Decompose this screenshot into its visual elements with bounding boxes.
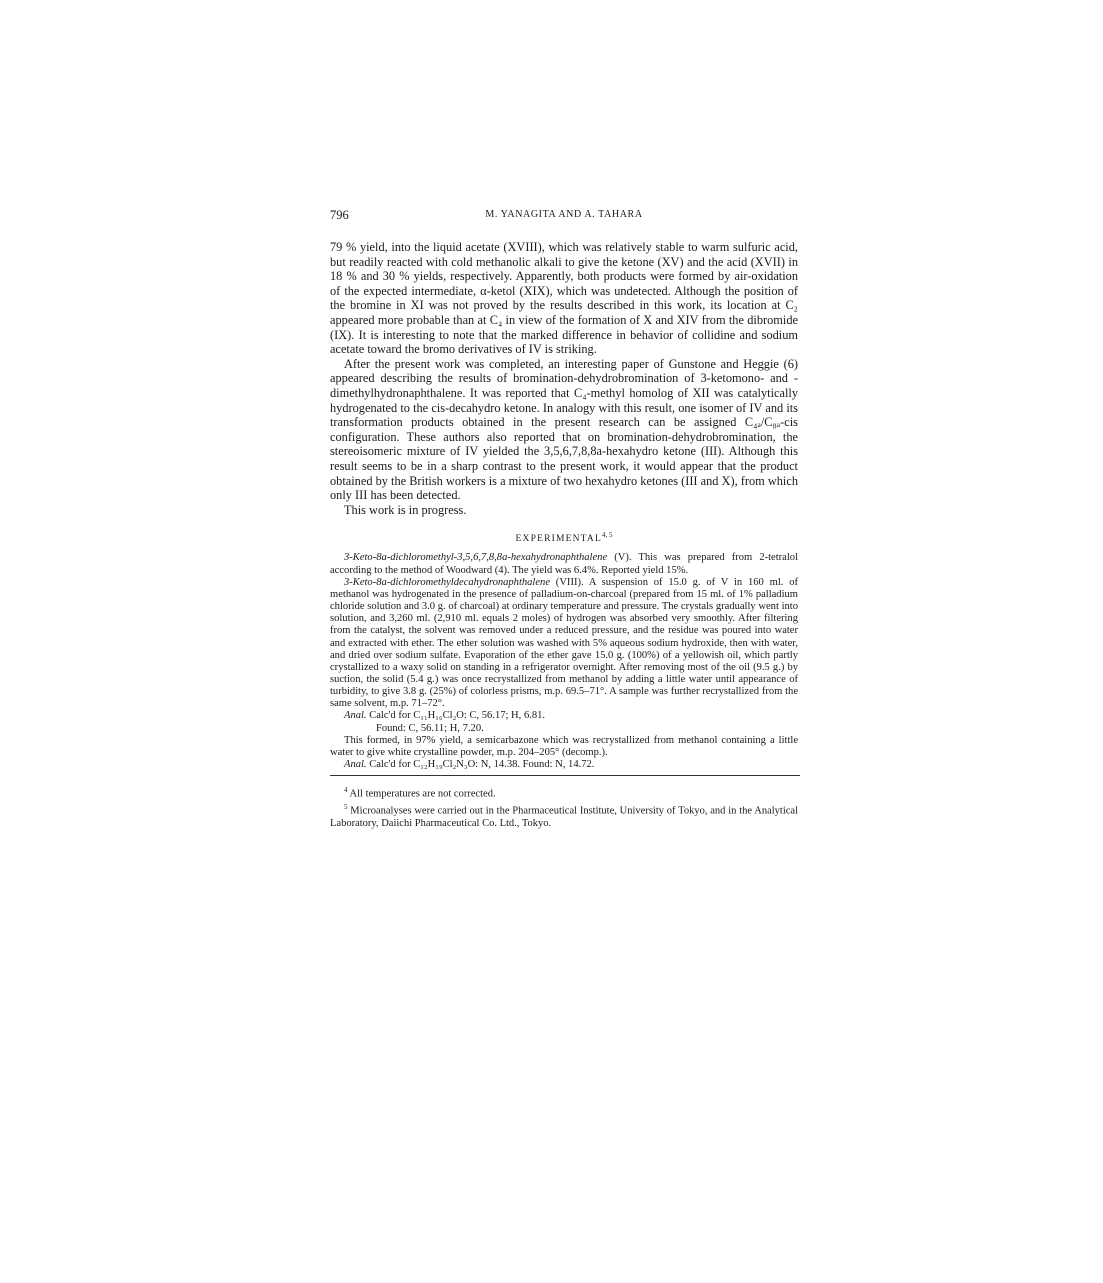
footnote-4-mark: 4 <box>344 786 348 795</box>
footnote-5 <box>330 801 798 830</box>
compound-name-viii: 3-Keto-8a-dichloromethyldecahydronaphthalene <box>344 576 550 588</box>
experimental-entry-2 <box>330 577 798 711</box>
analysis-2 <box>330 759 798 771</box>
footnote-5-mark: 5 <box>344 803 348 812</box>
running-head-authors: M. YANAGITA AND A. TAHARA <box>485 209 643 220</box>
anal-label-2: Anal. <box>344 759 367 771</box>
analysis-1 <box>330 710 798 722</box>
anal-1-text: Calc'd for C₁₁H₁₆Cl₂O: C, 56.17; H, 6.81. <box>366 710 546 722</box>
paragraph-3: This work is in progress. <box>344 502 467 517</box>
experimental-entry-1 <box>330 552 798 576</box>
entry-2-text: (VIII). A suspension of 15.0 g. of V in 160 ml. of methanol was hydrogenated in the presence of palladium-on-charcoal (prepared from 15 ml. of 1% palladium chloride solution and 3.0 g. of charcoal) at ordinary temperature and pressure. The crystals gradually went into solution, and 3,260 ml. (2,910 ml. equals 2 moles) of hydrogen was absorbed very smoothly. After filtering from the catalyst, the solvent was removed under a reduced pressure, and the residue was poured into water and extracted with ether. The ether solution was washed with 5% aqueous sodium hydroxide, then with water, and dried over sodium sulfate. Evaporation of the ether gave 15.0 g. (100%) of a yellowish oil, which partly crystallized to a waxy solid on standing in a refrigerator overnight. After removing most of the oil (9.5 g.) by suction, the solid (5.4 g.) was once recrystallized from methanol by adding a little water until appearance of turbidity, to give 3.8 g. (25%) of colorless prisms, m.p. 69.5–71°. A sample was further recrystallized from the same solvent, m.p. 71–72°. <box>330 576 798 710</box>
experimental-section <box>330 552 798 771</box>
paragraph-2: After the present work was completed, an interesting paper of Gunstone and Heggie (6) appeared describing the results of bromination-dehydrobromination of 3-ketomono- and -dimethylhydronaphthalene. It was reported that C₄-methyl homolog of XII was catalytically hydrogenated to the cis-decahydro ketone. In analogy with this result, one isomer of IV and its transformation products obtained in the present research can be assigned C₄ₐ/C₈ₐ-cis configuration. These authors also reported that on bromination-dehydrobromination, the stereoisomeric mixture of IV yielded the 3,5,6,7,8,8a-hexahydro ketone (III). Although this result seems to be in a sharp contrast to the present work, it would appear that the product obtained by the British workers is a mixture of two hexahydro ketones (III and X), from which only III has been detected. <box>330 356 798 503</box>
journal-page <box>330 208 798 830</box>
footnotes <box>330 784 798 830</box>
main-text <box>330 240 798 517</box>
running-head <box>330 208 798 226</box>
page-number: 796 <box>330 208 349 222</box>
anal-label-1: Anal. <box>344 710 367 722</box>
footnote-4-text: All temperatures are not corrected. <box>347 788 496 800</box>
footnote-divider <box>330 775 800 776</box>
found-1: Found: C, 56.11; H, 7.20. <box>376 722 484 734</box>
footnote-5-text: Microanalyses were carried out in the Pharmaceutical Institute, University of Tokyo, and in the Analytical Laboratory, Daiichi Pharmaceutical Co. Ltd., Tokyo. <box>330 805 798 830</box>
experimental-heading <box>330 531 798 544</box>
experimental-heading-footnote-refs: 4, 5 <box>601 531 613 540</box>
entry-1-text: (V). This was prepared from 2-tetralol according to the method of Woodward (4). The yield was 6.4%. Reported yield 15%. <box>330 552 798 576</box>
anal-2-text: Calc'd for C₁₂H₁₉Cl₂N₃O: N, 14.38. Found: N, 14.72. <box>366 759 595 771</box>
experimental-heading-text: EXPERIMENTAL <box>515 534 602 545</box>
semicarbazone-paragraph: This formed, in 97% yield, a semicarbazone which was recrystallized from methanol containing a little water to give white crystalline powder, m.p. 204–205° (decomp.). <box>330 734 798 758</box>
paragraph-1: 79 % yield, into the liquid acetate (XVIII), which was relatively stable to warm sulfuric acid, but readily reacted with cold methanolic alkali to give the ketone (XV) and the acid (XVII) in 18 % and 30 % yields, respectively. Apparently, both products were formed by air-oxidation of the expected intermediate, α-ketol (XIX), which was undetected. Although the position of the bromine in XI was not proved by the results described in this work, its location at C₂ appeared more probable than at C₄ in view of the formation of X and XIV from the dibromide (IX). It is interesting to note that the marked difference in behavior of collidine and sodium acetate toward the bromo derivatives of IV is striking. <box>330 240 798 357</box>
compound-name-v: 3-Keto-8a-dichloromethyl-3,5,6,7,8,8a-hexahydronaphthalene <box>344 552 608 564</box>
footnote-4 <box>330 784 798 801</box>
